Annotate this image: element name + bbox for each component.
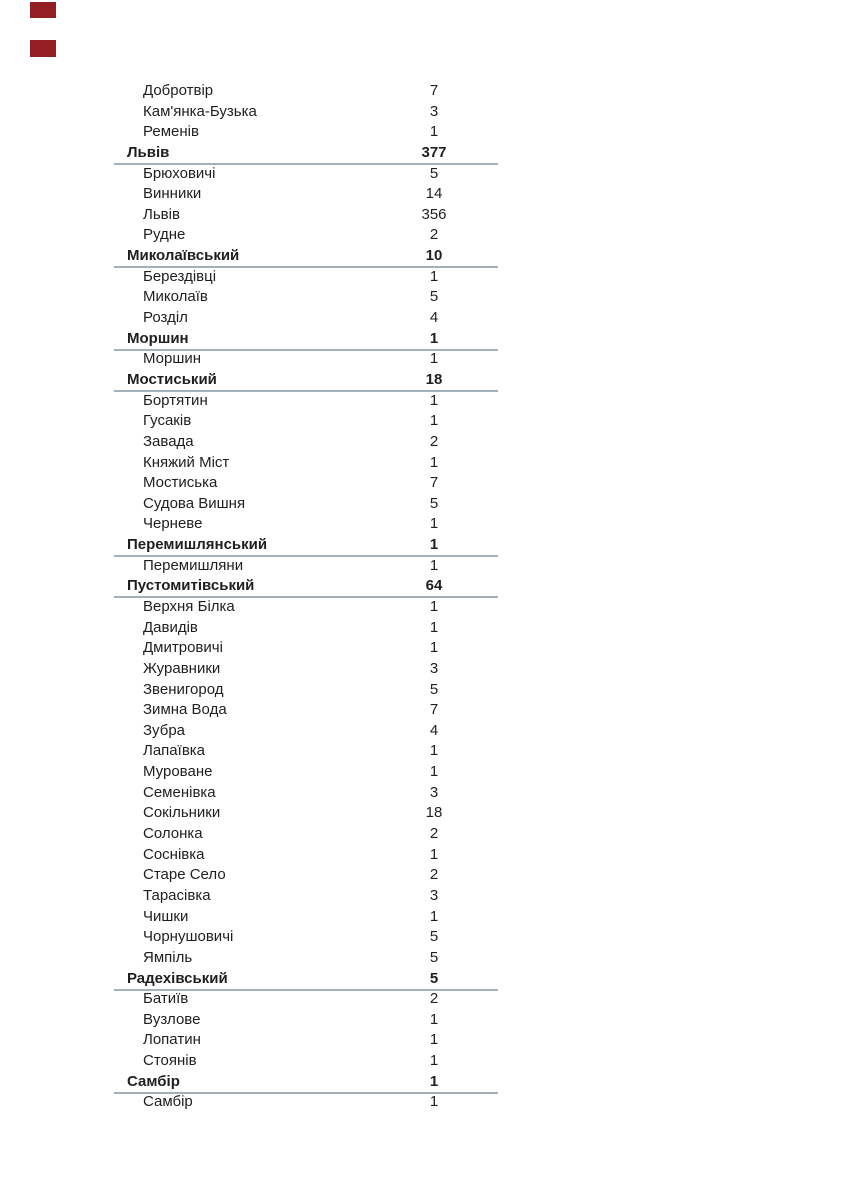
case-count: 1 xyxy=(429,1010,439,1028)
place-name: Чишки xyxy=(143,907,189,925)
case-count: 2 xyxy=(429,990,439,1008)
case-count: 1 xyxy=(429,412,439,430)
case-count: 7 xyxy=(429,701,439,719)
table-row xyxy=(0,783,849,804)
table-row xyxy=(0,659,849,680)
case-count: 1 xyxy=(429,556,439,574)
case-count: 3 xyxy=(429,102,439,120)
table-row xyxy=(0,81,849,102)
place-name: Ременів xyxy=(143,123,199,141)
table-row xyxy=(0,989,849,1010)
case-count: 1 xyxy=(429,845,439,863)
table-row xyxy=(0,556,849,577)
case-count: 1 xyxy=(429,350,439,368)
place-name: Вузлове xyxy=(143,1010,201,1028)
place-name: Брюховичі xyxy=(143,164,216,182)
table-row xyxy=(0,473,849,494)
case-count: 1 xyxy=(429,536,439,554)
case-count: 5 xyxy=(429,948,439,966)
case-count: 1 xyxy=(429,618,439,636)
table-row xyxy=(0,803,849,824)
case-count: 10 xyxy=(425,247,443,265)
case-count: 3 xyxy=(429,659,439,677)
table-row xyxy=(0,246,849,267)
place-name: Муроване xyxy=(143,763,213,781)
case-count: 5 xyxy=(429,164,439,182)
table-row xyxy=(0,886,849,907)
place-name: Семенівка xyxy=(143,783,216,801)
table-row xyxy=(0,638,849,659)
table-row xyxy=(0,122,849,143)
place-name: Давидів xyxy=(143,618,198,636)
case-count: 5 xyxy=(429,680,439,698)
place-name: Чорнушовичі xyxy=(143,928,234,946)
place-name: Самбір xyxy=(143,1093,193,1111)
table-row xyxy=(0,948,849,969)
table-row xyxy=(0,453,849,474)
case-count: 5 xyxy=(429,969,439,987)
case-count: 5 xyxy=(429,494,439,512)
case-count: 1 xyxy=(429,1093,439,1111)
case-count: 1 xyxy=(429,1072,439,1090)
place-name: Дмитровичі xyxy=(143,639,223,657)
place-name: Стоянів xyxy=(143,1052,197,1070)
case-count: 4 xyxy=(429,309,439,327)
place-name: Рудне xyxy=(143,226,186,244)
table-row xyxy=(0,411,849,432)
case-count: 18 xyxy=(425,804,443,822)
table-row xyxy=(0,267,849,288)
table-row xyxy=(0,102,849,123)
table-row xyxy=(0,225,849,246)
place-name: Звенигород xyxy=(143,680,224,698)
case-count: 7 xyxy=(429,474,439,492)
table-row xyxy=(0,1072,849,1093)
place-name: Миколаїв xyxy=(143,288,208,306)
place-name: Ямпіль xyxy=(143,948,193,966)
table-row xyxy=(0,535,849,556)
case-count: 1 xyxy=(429,598,439,615)
case-count: 2 xyxy=(429,226,439,244)
table-row xyxy=(0,1010,849,1031)
table-row xyxy=(0,845,849,866)
place-name: Самбір xyxy=(127,1072,180,1090)
table-row xyxy=(0,143,849,164)
place-name: Винники xyxy=(143,185,202,203)
place-name: Мостиський xyxy=(127,370,217,388)
case-count: 1 xyxy=(429,515,439,533)
table-row xyxy=(0,329,849,350)
place-name: Бортятин xyxy=(143,391,208,409)
case-count: 5 xyxy=(429,928,439,946)
place-name: Гусаків xyxy=(143,412,192,430)
case-count: 1 xyxy=(429,391,439,409)
table-row xyxy=(0,969,849,990)
place-name: Добротвір xyxy=(143,82,214,99)
table-row xyxy=(0,1092,849,1113)
place-name: Зимна Вода xyxy=(143,701,227,719)
case-count: 5 xyxy=(429,288,439,306)
table-row xyxy=(0,184,849,205)
table-row xyxy=(0,287,849,308)
case-count: 18 xyxy=(425,370,443,388)
case-count: 4 xyxy=(429,721,439,739)
case-count: 3 xyxy=(429,783,439,801)
place-name: Княжий Міст xyxy=(143,453,230,471)
table-row xyxy=(0,205,849,226)
place-name: Старе Село xyxy=(143,866,226,884)
place-name: Завада xyxy=(143,432,194,450)
table-row xyxy=(0,597,849,618)
place-name: Кам'янка-Бузька xyxy=(143,102,257,120)
table-row xyxy=(0,370,849,391)
place-name: Зубра xyxy=(143,721,186,739)
case-count: 64 xyxy=(425,577,443,595)
place-name: Львів xyxy=(143,205,180,223)
case-count: 1 xyxy=(429,742,439,760)
table-row xyxy=(0,308,849,329)
table-row xyxy=(0,576,849,597)
table-row xyxy=(0,824,849,845)
place-name: Миколаївський xyxy=(127,247,240,265)
place-name: Тарасівка xyxy=(143,886,211,904)
place-name: Пустомитівський xyxy=(127,577,255,595)
case-count: 1 xyxy=(429,639,439,657)
place-name: Перемишляни xyxy=(143,556,244,574)
table-row xyxy=(0,680,849,701)
place-name: Мостиська xyxy=(143,474,218,492)
place-name: Лопатин xyxy=(143,1031,201,1049)
case-count: 14 xyxy=(425,185,443,203)
table-row xyxy=(0,907,849,928)
case-count: 356 xyxy=(421,205,447,223)
case-count: 1 xyxy=(429,1031,439,1049)
case-count: 2 xyxy=(429,825,439,843)
place-name: Моршин xyxy=(127,329,189,347)
case-count: 1 xyxy=(429,329,439,347)
place-name: Берездівці xyxy=(143,267,217,285)
case-count: 377 xyxy=(421,143,447,161)
table-row xyxy=(0,721,849,742)
place-name: Радехівський xyxy=(127,969,228,987)
case-count: 1 xyxy=(429,267,439,285)
table-row xyxy=(0,349,849,370)
table-row xyxy=(0,865,849,886)
table-row xyxy=(0,391,849,412)
place-name: Черневе xyxy=(143,515,203,533)
place-name: Батиїв xyxy=(143,990,189,1008)
table-row xyxy=(0,1030,849,1051)
place-name: Моршин xyxy=(143,350,202,368)
case-count: 1 xyxy=(429,763,439,781)
place-name: Перемишлянський xyxy=(127,536,268,554)
table-row xyxy=(0,164,849,185)
case-count: 7 xyxy=(429,82,439,99)
case-count: 1 xyxy=(429,907,439,925)
case-count: 1 xyxy=(429,123,439,141)
place-name: Львів xyxy=(127,143,170,161)
red-mark-icon xyxy=(30,40,56,57)
place-name: Сокільники xyxy=(143,804,221,822)
table-row xyxy=(0,762,849,783)
table-row xyxy=(0,494,849,515)
table-row xyxy=(0,432,849,453)
place-name: Журавники xyxy=(143,659,221,677)
case-count: 2 xyxy=(429,866,439,884)
table-row xyxy=(0,927,849,948)
place-name: Соснівка xyxy=(143,845,205,863)
place-name: Розділ xyxy=(143,309,188,327)
place-name: Солонка xyxy=(143,825,203,843)
place-name: Верхня Білка xyxy=(143,598,235,615)
table-row xyxy=(0,741,849,762)
place-name: Лапаївка xyxy=(143,742,206,760)
case-count: 3 xyxy=(429,886,439,904)
table-row xyxy=(0,1051,849,1072)
red-mark-icon xyxy=(30,2,56,18)
table-row xyxy=(0,514,849,535)
case-count: 1 xyxy=(429,453,439,471)
place-name: Судова Вишня xyxy=(143,494,246,512)
table-row xyxy=(0,700,849,721)
case-count: 2 xyxy=(429,432,439,450)
case-count: 1 xyxy=(429,1052,439,1070)
table-row xyxy=(0,618,849,639)
